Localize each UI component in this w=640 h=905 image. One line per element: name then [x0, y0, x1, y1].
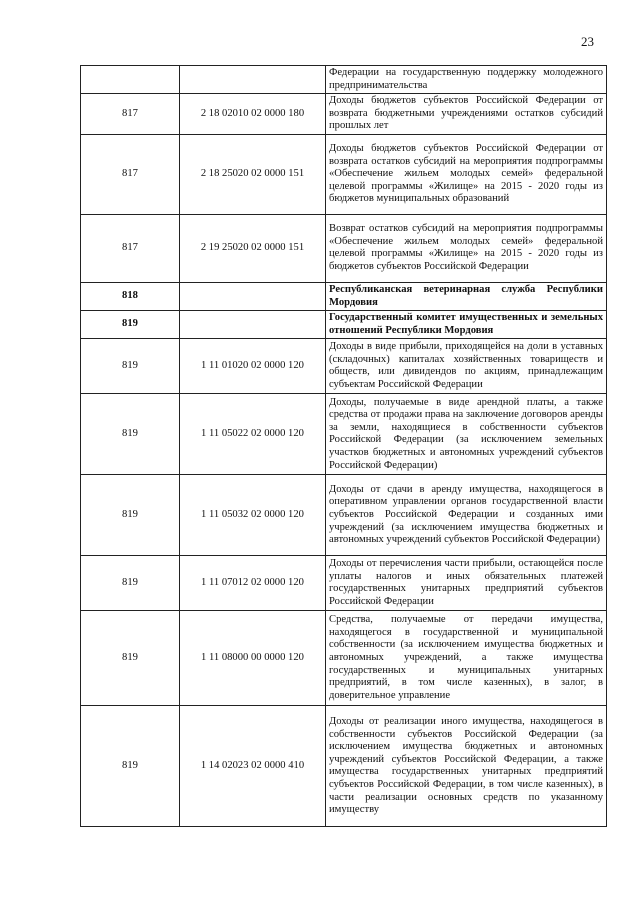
admin-code-cell: 819 [81, 611, 180, 706]
table-row [81, 706, 607, 827]
revenue-code-cell: 1 11 05022 02 0000 120 [180, 394, 326, 475]
revenue-name-cell: Доходы от сдачи в аренду имущества, находящегося в оперативном управлении органов государственной власти субъектов Российской Федерации и созданных ими учреждений (за исключением имущества бюджетных и автономных учреждений субъектов Российской Федерации) [326, 475, 607, 556]
table-row [81, 282, 607, 310]
revenue-code-cell: 1 11 05032 02 0000 120 [180, 475, 326, 556]
table-row [81, 611, 607, 706]
revenue-name-cell: Доходы от перечисления части прибыли, остающейся после уплаты налогов и иных обязательных платежей государственных унитарных предприятий субъектов Российской Федерации [326, 556, 607, 611]
admin-code-cell: 817 [81, 134, 180, 214]
revenue-name-cell: Доходы от реализации иного имущества, находящегося в собственности субъектов Российской Федерации (за исключением имущества бюджетных и автономных учреждений субъектов Российской Федерации, а также имущества государственных унитарных предприятий субъектов Российской Федерации, в том числе казенных), в части реализации основных средств по указанному имуществу [326, 706, 607, 827]
revenue-name-cell: Государственный комитет имущественных и земельных отношений Республики Мордовия [326, 311, 607, 339]
revenue-code-cell: 2 18 02010 02 0000 180 [180, 94, 326, 135]
admin-code-cell [81, 66, 180, 94]
revenue-code-table [80, 65, 607, 827]
table-row [81, 394, 607, 475]
table-row [81, 556, 607, 611]
revenue-name-cell: Республиканская ветеринарная служба Республики Мордовия [326, 282, 607, 310]
table-row [81, 134, 607, 214]
admin-code-cell: 819 [81, 394, 180, 475]
revenue-code-cell: 1 11 08000 00 0000 120 [180, 611, 326, 706]
revenue-name-cell: Возврат остатков субсидий на мероприятия подпрограммы «Обеспечение жильем молодых семей» федеральной целевой программы «Жилище» на 2015 - 2020 годы из бюджетов субъектов Российской Федерации [326, 214, 607, 282]
table-row [81, 66, 607, 94]
admin-code-cell: 819 [81, 556, 180, 611]
revenue-code-cell [180, 311, 326, 339]
table-row [81, 311, 607, 339]
revenue-code-cell: 1 11 01020 02 0000 120 [180, 339, 326, 394]
revenue-code-cell [180, 66, 326, 94]
admin-code-cell: 819 [81, 475, 180, 556]
table-row [81, 475, 607, 556]
revenue-code-cell: 2 19 25020 02 0000 151 [180, 214, 326, 282]
revenue-code-cell [180, 282, 326, 310]
revenue-name-cell: Доходы в виде прибыли, приходящейся на доли в уставных (складочных) капиталах хозяйственных товариществ и обществ, или дивидендов по акциям, принадлежащим субъектам Российской Федерации [326, 339, 607, 394]
admin-code-cell: 819 [81, 311, 180, 339]
page-number: 23 [581, 34, 594, 49]
revenue-name-cell: Доходы бюджетов субъектов Российской Федерации от возврата бюджетными учреждениями остатков субсидий прошлых лет [326, 94, 607, 135]
revenue-name-cell: Средства, получаемые от передачи имущества, находящегося в государственной и муниципальной собственности (за исключением имущества бюджетных и автономных учреждений, а также имущества государственных и муниципальных унитарных предприятий, в том числе казенных), в залог, в доверительное управление [326, 611, 607, 706]
revenue-name-cell: Доходы бюджетов субъектов Российской Федерации от возврата остатков субсидий на мероприятия подпрограммы «Обеспечение жильем молодых семей» федеральной целевой программы «Жилище» на 2015 - 2020 годы из бюджетов муниципальных образований [326, 134, 607, 214]
revenue-code-cell: 1 14 02023 02 0000 410 [180, 706, 326, 827]
admin-code-cell: 817 [81, 214, 180, 282]
admin-code-cell: 817 [81, 94, 180, 135]
table-row [81, 214, 607, 282]
table-row [81, 339, 607, 394]
admin-code-cell: 818 [81, 282, 180, 310]
table-row [81, 94, 607, 135]
admin-code-cell: 819 [81, 706, 180, 827]
admin-code-cell: 819 [81, 339, 180, 394]
revenue-code-cell: 2 18 25020 02 0000 151 [180, 134, 326, 214]
revenue-code-cell: 1 11 07012 02 0000 120 [180, 556, 326, 611]
revenue-name-cell: Доходы, получаемые в виде арендной платы, а также средства от продажи права на заключение договоров аренды за земли, находящиеся в собственности субъектов Российской Федерации (за исключением земельных участков бюджетных и автономных учреждений субъектов Российской Федерации) [326, 394, 607, 475]
table-body [81, 66, 607, 827]
revenue-name-cell: Федерации на государственную поддержку молодежного предпринимательства [326, 66, 607, 94]
